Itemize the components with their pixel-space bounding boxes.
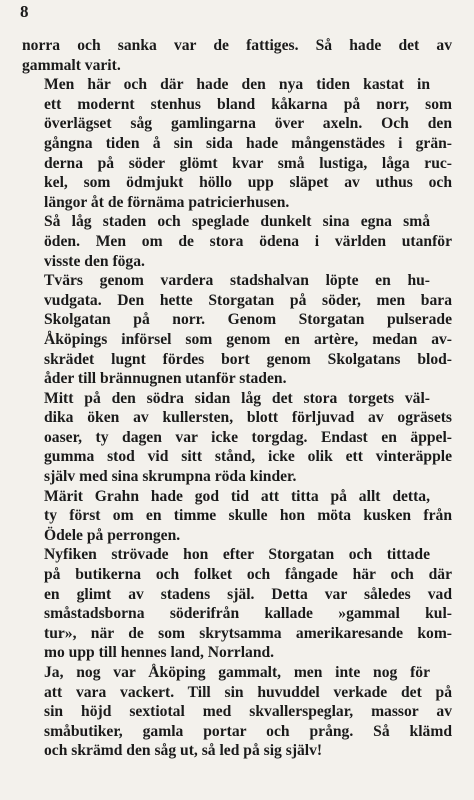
text-line: Åköpings införsel som genom en artère, medan av- (44, 330, 452, 348)
text-line: Mitt på den södra sidan låg det stora torgets väl- (44, 389, 430, 407)
text-line: längor åt de förnäma patricierhusen. (44, 193, 290, 211)
paragraph (22, 389, 452, 487)
text-line: att vara vackert. Till sin huvuddel verkade det på (44, 683, 452, 701)
text-line: Så låg staden och speglade dunkelt sina egna små (44, 213, 430, 231)
text-line: öden. Men om de stora ödena i världen utanför (44, 232, 452, 250)
text-line: småbutiker, gamla portar och prång. Så klämd (44, 722, 452, 740)
paragraph (22, 36, 452, 75)
text-line: norra och sanka var de fattiges. Så hade det av (22, 37, 452, 54)
text-line: Tvärs genom vardera stadshalvan löpte en hu- (44, 272, 430, 290)
text-line: Nyfiken strövade hon efter Storgatan och tittade (44, 546, 430, 564)
paragraph (22, 663, 452, 761)
text-line: Märit Grahn hade god tid att titta på allt detta, (44, 487, 430, 505)
paragraph (22, 271, 452, 389)
text-line: Ja, nog var Åköping gammalt, men inte nog för (44, 664, 430, 681)
text-line: vudgata. Den hette Storgatan på söder, men bara (44, 291, 452, 309)
text-line: kel, som ödmjukt höllo upp släpet av uthus och (44, 174, 452, 192)
paragraph (22, 545, 452, 663)
text-line: småstadsborna söderifrån kallade »gammal kul- (44, 605, 452, 623)
body-text (22, 36, 452, 761)
text-line: derna på söder glömt kvar små lustiga, låga ruc- (44, 154, 452, 172)
page-number: 8 (20, 2, 29, 21)
text-line: tur», när de som skrytsamma amerikaresande kom- (44, 624, 452, 642)
paragraph (22, 487, 452, 546)
text-line: gumma stod vid sitt stånd, icke olik ett vinteräpple (44, 448, 452, 466)
text-line: ett modernt stenhus bland kåkarna på norr, som (44, 95, 452, 113)
text-line: åder till brännugnen utanför staden. (44, 370, 287, 388)
text-line: överlägset såg gamlingarna över axeln. Och den (44, 115, 452, 133)
text-line: skrädet lugnt fördes bort genom Skolgatans blod- (44, 350, 452, 368)
paragraph (22, 75, 452, 212)
text-line: Ödele på perrongen. (44, 526, 181, 544)
text-line: oaser, ty dagen var icke torgdag. Endast en äppel- (44, 428, 452, 446)
text-line: ty först om en timme skulle hon möta kusken från (44, 507, 452, 525)
text-line: en glimt av stadens själ. Detta var således vad (44, 585, 452, 603)
text-line: Men här och där hade den nya tiden kastat in (44, 76, 430, 94)
text-line: själv med sina skrumpna röda kinder. (44, 468, 297, 486)
text-line: gångna tiden å sin sida hade mångenstädes i grän- (44, 134, 452, 152)
text-line: gammalt varit. (22, 56, 121, 74)
text-line: på butikerna och folket och fångade här och där (44, 566, 452, 584)
text-line: sin höjd sextiotal med skvallerspeglar, massor av (44, 703, 452, 721)
paragraph (22, 212, 452, 271)
text-line: och skrämd den såg ut, så led på sig själv! (44, 742, 323, 760)
text-line: mo upp till hennes land, Norrland. (44, 644, 275, 662)
text-line: dika öken av kullersten, blott förljuvad av ogräsets (44, 409, 452, 427)
text-line: visste den föga. (44, 252, 145, 270)
text-line: Skolgatan på norr. Genom Storgatan pulserade (44, 311, 452, 329)
